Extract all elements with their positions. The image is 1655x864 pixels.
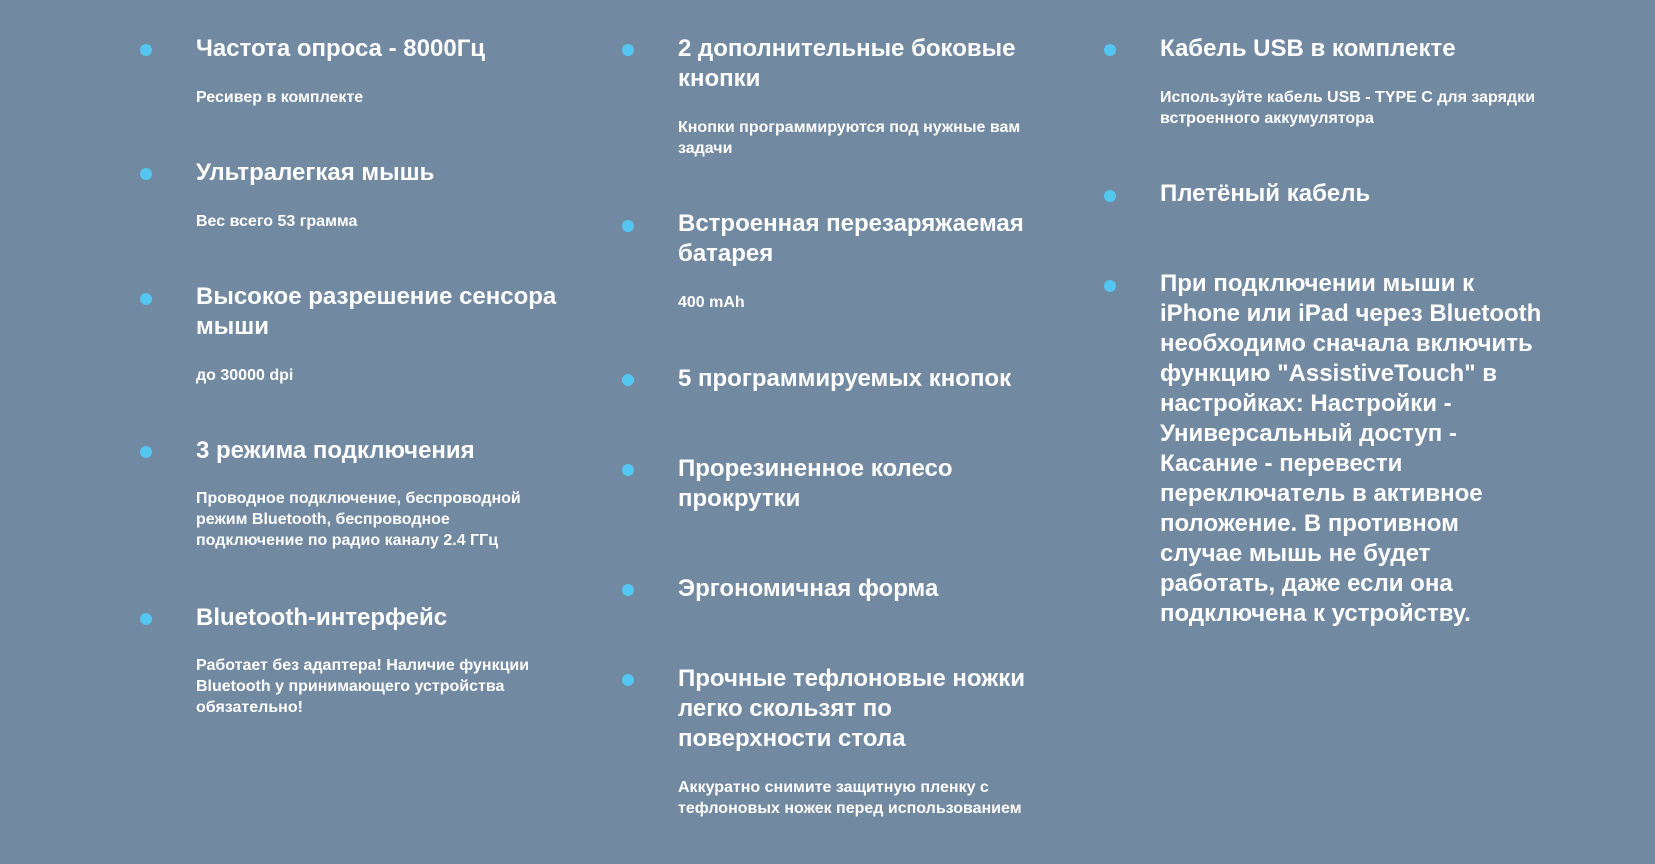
bullet-icon	[140, 446, 152, 458]
bullet-icon	[622, 374, 634, 386]
feature-title: Плетёный кабель	[1160, 180, 1371, 207]
feature-title: Прорезиненное колесо прокрутки	[678, 455, 953, 512]
bullet-icon	[622, 674, 634, 686]
feature-description: Используйте кабель USB - TYPE C для зарядки встроенного аккумулятора	[1160, 89, 1535, 127]
feature-description: Ресивер в комплекте	[196, 89, 364, 106]
feature-title: Ультралегкая мышь	[196, 159, 435, 186]
feature-title: Прочные тефлоновые ножки легко скользят по поверхности стола	[678, 665, 1026, 752]
bullet-icon	[622, 464, 634, 476]
bullet-icon	[1104, 280, 1116, 292]
feature-title: Высокое разрешение сенсора мыши	[196, 283, 557, 340]
bullet-icon	[622, 584, 634, 596]
feature-title: Частота опроса - 8000Гц	[196, 35, 486, 62]
feature-title: При подключении мыши к iPhone или iPad через Bluetooth необходимо сначала включить функцию "AssistiveTouch" в настройках: Настройки - Универсальный доступ - Касание - перевести переключатель в активное положение. В противном случае мышь не будет работать, даже если она подключена к устройству.	[1160, 270, 1542, 627]
bullet-icon	[622, 220, 634, 232]
bullet-icon	[1104, 190, 1116, 202]
feature-title: Встроенная перезаряжаемая батарея	[678, 210, 1024, 267]
feature-title: Bluetooth-интерфейс	[196, 604, 448, 631]
bullet-icon	[140, 613, 152, 625]
feature-description: Кнопки программируются под нужные вам задачи	[678, 119, 1021, 157]
bullet-icon	[140, 293, 152, 305]
bullet-icon	[622, 44, 634, 56]
feature-title: Кабель USB в комплекте	[1160, 35, 1456, 62]
feature-description: Аккуратно снимите защитную пленку с тефлоновых ножек перед использованием	[678, 779, 1022, 817]
bullet-icon	[140, 44, 152, 56]
bullet-icon	[1104, 44, 1116, 56]
feature-title: 5 программируемых кнопок	[678, 365, 1012, 392]
feature-title: 3 режима подключения	[196, 437, 475, 464]
bullet-icon	[140, 168, 152, 180]
feature-description: до 30000 dpi	[196, 367, 294, 384]
feature-description: Вес всего 53 грамма	[196, 213, 358, 230]
feature-title: 2 дополнительные боковые кнопки	[678, 35, 1016, 92]
feature-title: Эргономичная форма	[678, 575, 939, 602]
feature-description: 400 mAh	[678, 294, 745, 311]
feature-description: Работает без адаптера! Наличие функции Bluetooth у принимающего устройства обязательно!	[196, 657, 530, 716]
feature-description: Проводное подключение, беспроводной режим Bluetooth, беспроводное подключение по радио каналу 2.4 ГГц	[196, 490, 521, 549]
